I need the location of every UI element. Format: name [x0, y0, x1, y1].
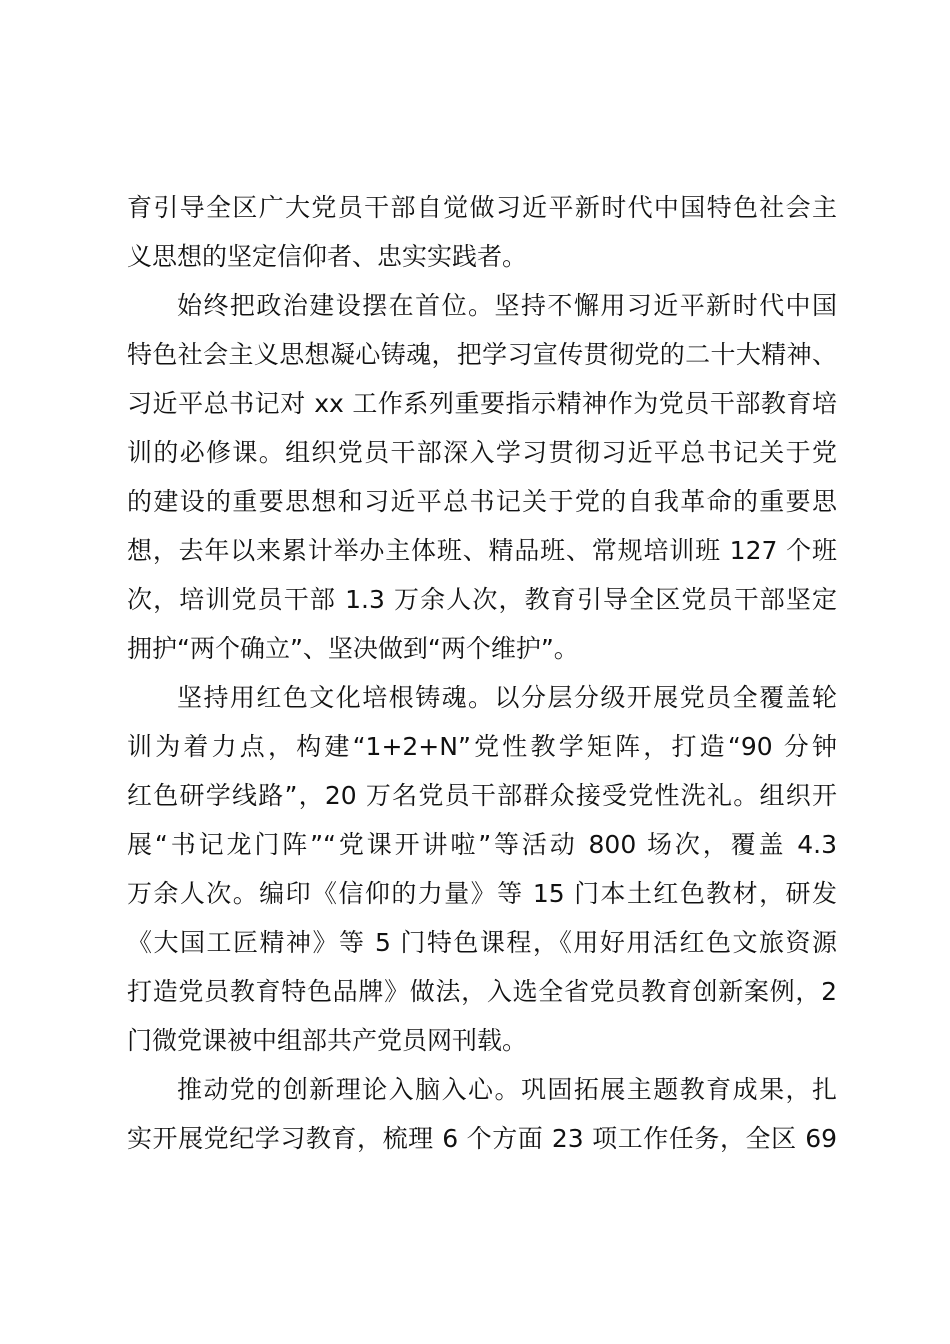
- text-line: 拥护“两个确立”、坚决做到“两个维护”。: [127, 634, 579, 663]
- paragraph-start-line: 推动党的创新理论入脑入心。巩固拓展主题教育成果，扎: [177, 1075, 837, 1104]
- body-text: [127, 183, 837, 1163]
- text-line: 特色社会主义思想凝心铸魂，把学习宣传贯彻党的二十大精神、: [127, 340, 837, 369]
- text-line: 训的必修课。组织党员干部深入学习贯彻习近平总书记关于党: [127, 438, 837, 467]
- text-line: 习近平总书记对 xx 工作系列重要指示精神作为党员干部教育培: [127, 389, 837, 418]
- text-line: 育引导全区广大党员干部自觉做习近平新时代中国特色社会主: [127, 193, 837, 222]
- paragraph-start-line: 始终把政治建设摆在首位。坚持不懈用习近平新时代中国: [177, 291, 837, 320]
- text-line: 展“书记龙门阵”“党课开讲啦”等活动 800 场次，覆盖 4.3: [127, 830, 837, 859]
- text-line: 红色研学线路”，20 万名党员干部群众接受党性洗礼。组织开: [127, 781, 837, 810]
- text-line: 打造党员教育特色品牌》做法，入选全省党员教育创新案例，2: [127, 977, 837, 1006]
- text-line: 次，培训党员干部 1.3 万余人次，教育引导全区党员干部坚定: [127, 585, 837, 614]
- text-line: 实开展党纪学习教育，梳理 6 个方面 23 项工作任务，全区 69: [127, 1124, 837, 1153]
- text-line: 的建设的重要思想和习近平总书记关于党的自我革命的重要思: [127, 487, 837, 516]
- text-line: 义思想的坚定信仰者、忠实实践者。: [127, 242, 528, 271]
- text-line: 《大国工匠精神》等 5 门特色课程，《用好用活红色文旅资源: [127, 928, 837, 957]
- text-line: 想，去年以来累计举办主体班、精品班、常规培训班 127 个班: [127, 536, 837, 565]
- text-line: 万余人次。编印《信仰的力量》等 15 门本土红色教材，研发: [127, 879, 837, 908]
- text-line: 门微党课被中组部共产党员网刊载。: [127, 1026, 528, 1055]
- text-line: 训为着力点，构建“1+2+N”党性教学矩阵，打造“90 分钟: [127, 732, 837, 761]
- paragraph-start-line: 坚持用红色文化培根铸魂。以分层分级开展党员全覆盖轮: [177, 683, 837, 712]
